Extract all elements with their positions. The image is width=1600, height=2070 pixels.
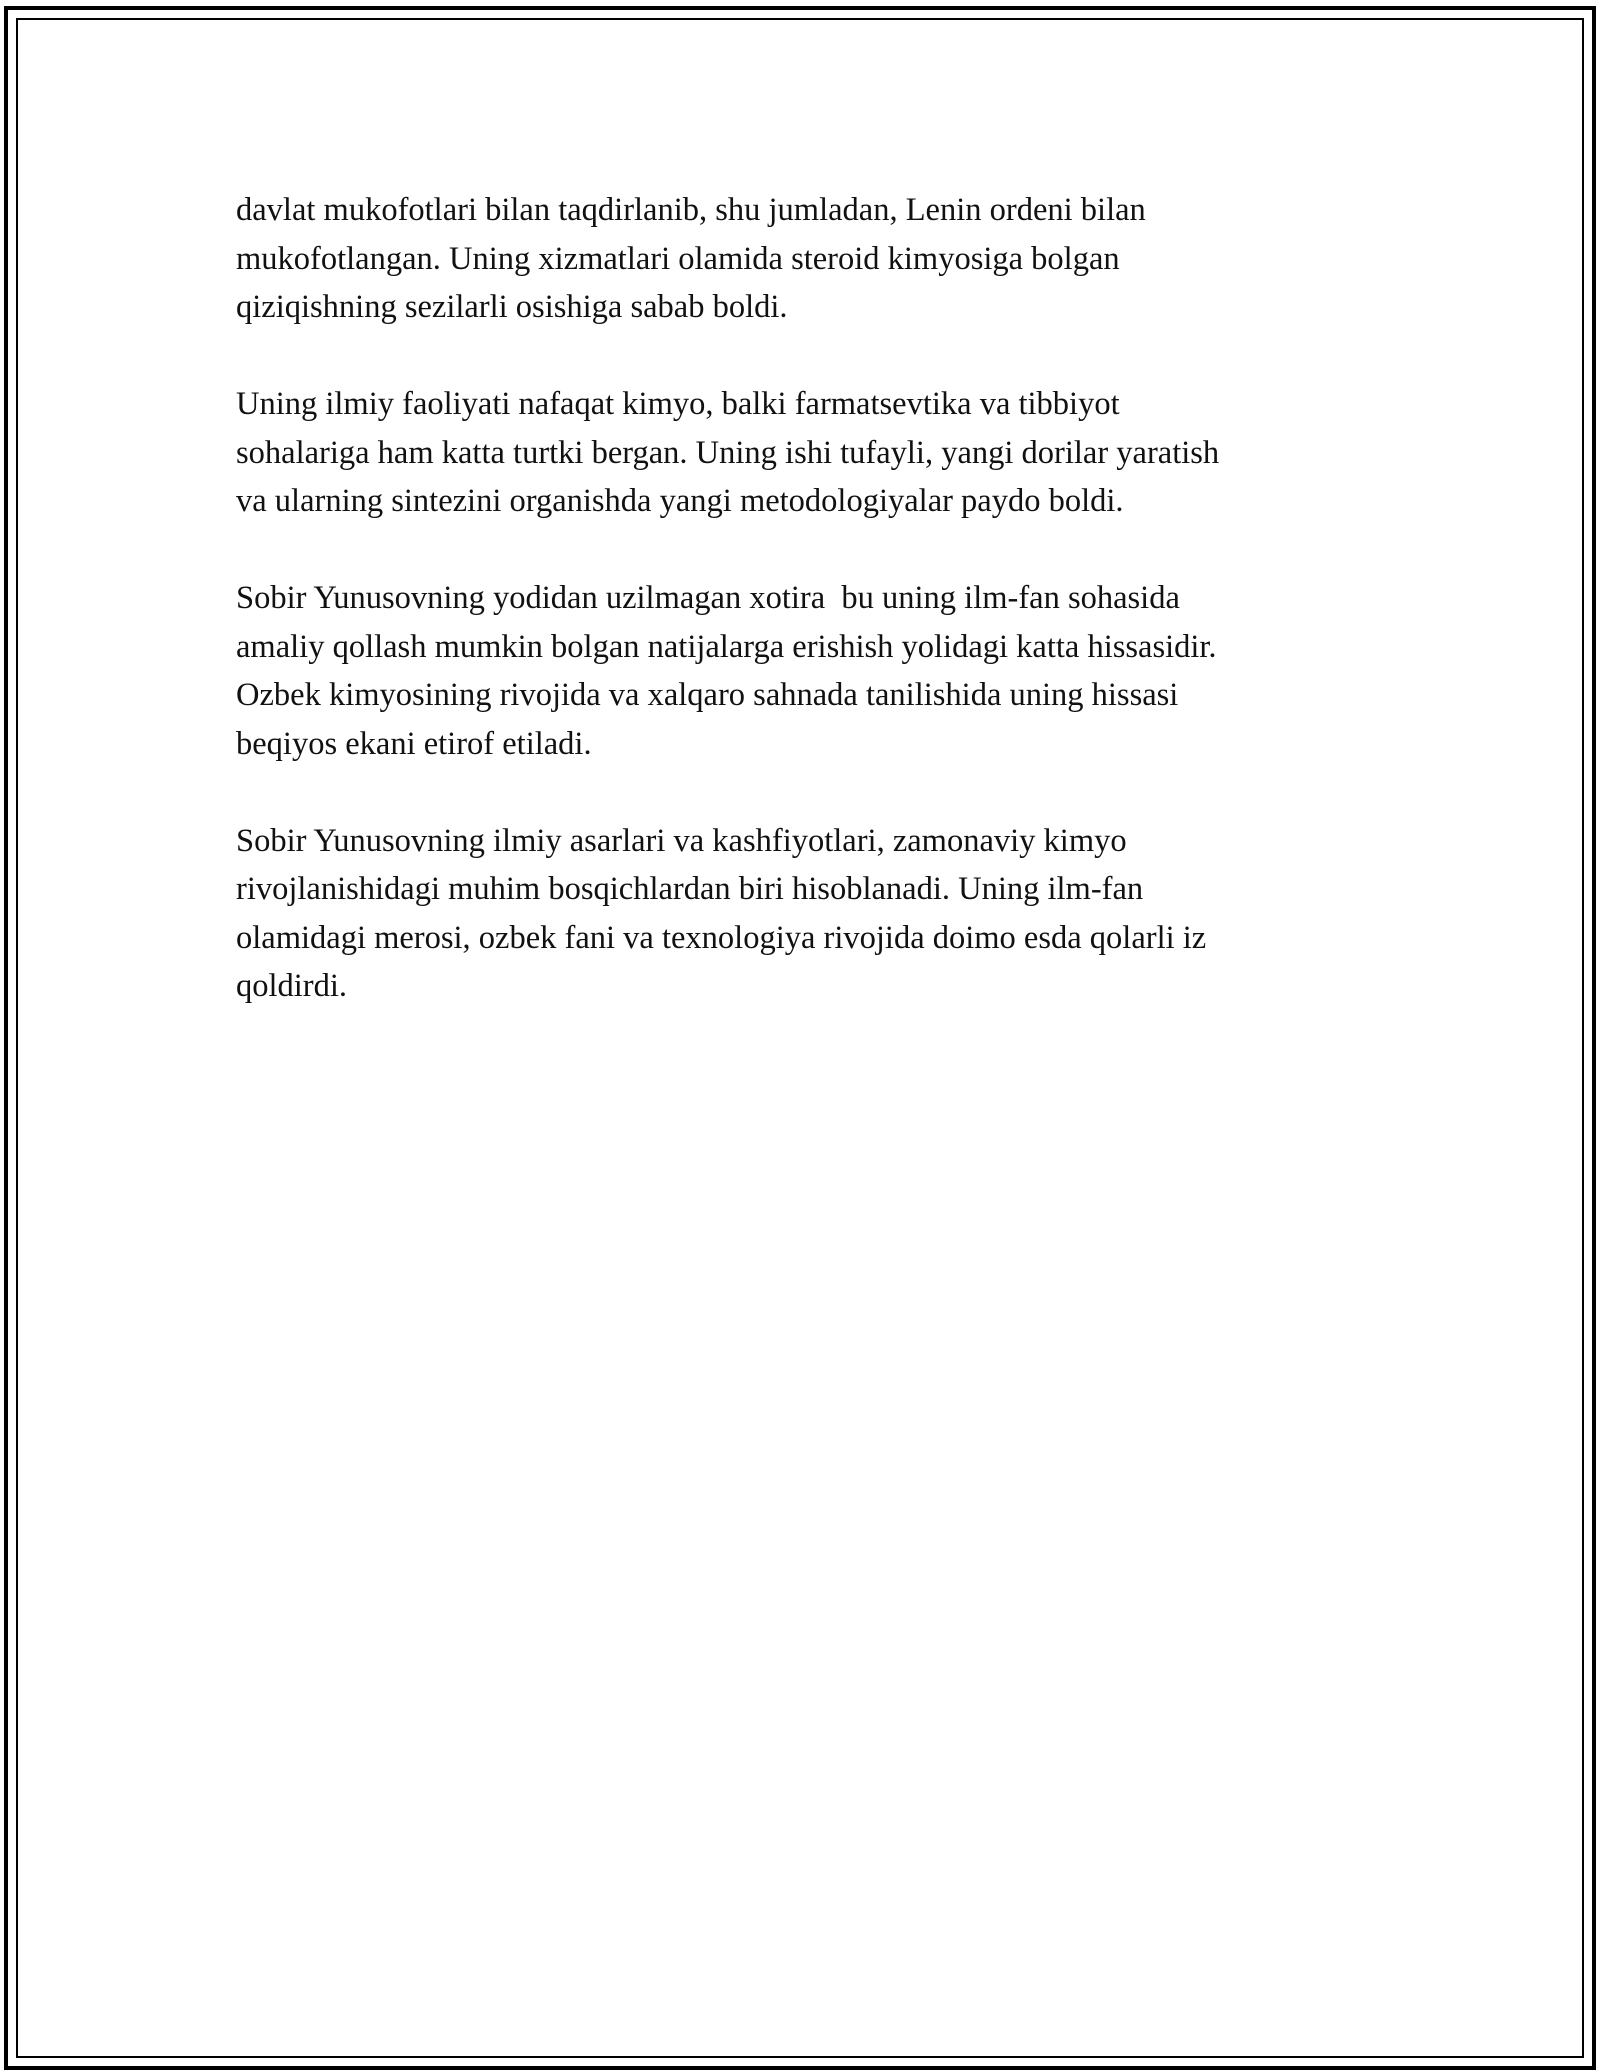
text-line: olamidagi merosi, ozbek fani va texnologiya rivojida doimo esda qolarli iz (236, 919, 1207, 956)
text-line: qiziqishning sezilarli osishiga sabab boldi. (236, 289, 788, 325)
paragraph-4 (236, 817, 1366, 1011)
text-line: rivojlanishidagi muhim bosqichlardan biri hisoblanadi. Uning ilm-fan (236, 871, 1144, 907)
text-line: Sobir Yunusovning yodidan uzilmagan xotira bu uning ilm-fan sohasida (236, 580, 1180, 616)
document-body (236, 186, 1366, 1059)
text-line: qoldirdi. (236, 968, 348, 1004)
text-line: Ozbek kimyosining rivojida va xalqaro sahnada tanilishida uning hissasi (236, 677, 1179, 713)
text-line: Sobir Yunusovning ilmiy asarlari va kashfiyotlari, zamonaviy kimyo (236, 822, 1127, 859)
text-line: davlat mukofotlari bilan taqdirlanib, shu jumladan, Lenin ordeni bilan (236, 192, 1146, 228)
text-line: beqiyos ekani etirof etiladi. (236, 725, 592, 762)
text-line: Uning ilmiy faoliyati nafaqat kimyo, balki farmatsevtika va tibbiyot (236, 386, 1120, 422)
text-line: sohalariga ham katta turtki bergan. Uning ishi tufayli, yangi dorilar yaratish (236, 434, 1220, 471)
text-line: mukofotlangan. Uning xizmatlari olamida steroid kimyosiga bolgan (236, 240, 1120, 277)
text-line: amaliy qollash mumkin bolgan natijalarga erishish yolidagi katta hissasidir. (236, 628, 1217, 665)
text-line: va ularning sintezini organishda yangi metodologiyalar paydo boldi. (236, 483, 1124, 519)
paragraph-2 (236, 380, 1366, 526)
paragraph-1 (236, 186, 1366, 332)
paragraph-3 (236, 574, 1366, 768)
